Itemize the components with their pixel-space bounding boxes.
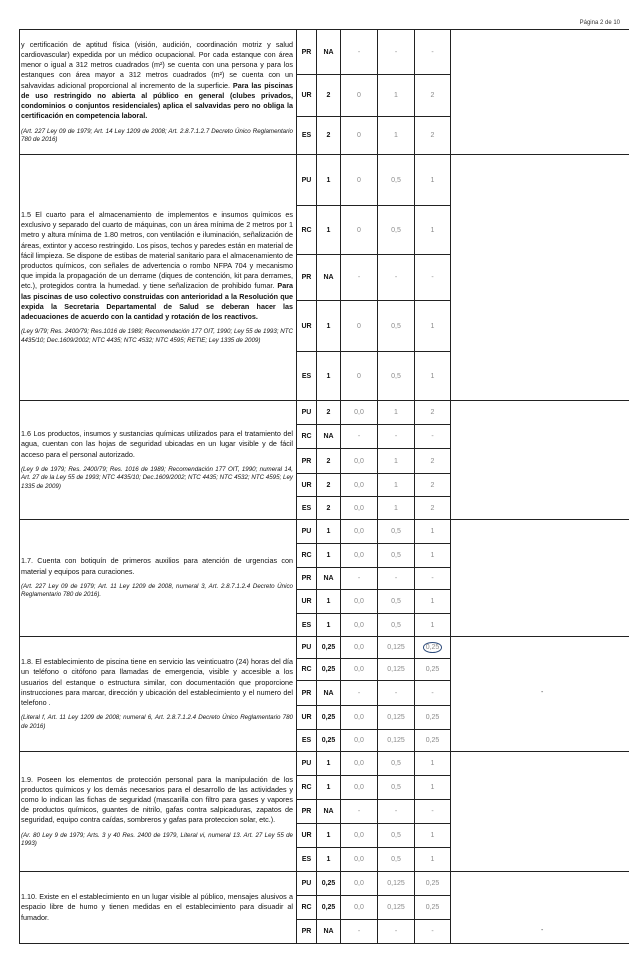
- score-text: 0: [357, 226, 361, 234]
- item-description: [20, 872, 297, 944]
- score-v1: [341, 752, 378, 776]
- category-code: UR: [297, 75, 317, 117]
- applicable-value: NA: [317, 800, 341, 824]
- score-v2: [378, 520, 415, 544]
- score-text: 0,0: [354, 714, 364, 721]
- score-text: 0,125: [387, 666, 405, 673]
- score-text: 0,0: [354, 666, 364, 673]
- score-v1: [341, 730, 378, 752]
- category-code: UR: [297, 301, 317, 352]
- applicable-value: 1: [317, 614, 341, 637]
- category-code: RC: [297, 425, 317, 449]
- observation-mark: -: [541, 688, 544, 696]
- score-text: 0,5: [391, 322, 401, 330]
- item-reference: (Ar. 80 Ley 9 de 1979; Arts. 3 y 40 Res. 2400 de 1979, Literal vi, numeral 13. Art. 27 Ley 55 de 1993): [21, 831, 293, 848]
- score-v3: [415, 117, 451, 155]
- score-v2: [378, 848, 415, 872]
- score-v3: [415, 681, 451, 706]
- applicable-value: NA: [317, 681, 341, 706]
- score-text: 1: [430, 552, 435, 559]
- item-main-text: 1.6 Los productos, insumos y sustancias químicas utilizados para el tratamiento del agua, cuentan con las hojas de seguridad ubicadas en un lugar visible y de fácil acceso para el personal autorizado.: [21, 429, 293, 459]
- score-text: 1: [394, 409, 398, 416]
- score-text: 1: [430, 528, 435, 535]
- score-v3: [415, 848, 451, 872]
- score-v1: [341, 637, 378, 659]
- category-code: ES: [297, 352, 317, 401]
- item-main-text: 1.9. Poseen los elementos de protección personal para la manipulación de los productos químicos y los demás necesarios para el desarrollo de las actividades y como lo indican las fichas de seguridad (mascarilla con filtro para gases y vapores de productos químicos, guantes de nitrilo, gafas contra salpicaduras, zapatos de seguridad, equipo contra caídas, sombreros y gafas para proteccion solar, etc.).: [21, 774, 293, 825]
- applicable-value: NA: [317, 920, 341, 944]
- score-text: -: [357, 274, 361, 281]
- score-v2: [378, 776, 415, 800]
- score-v2: [378, 824, 415, 848]
- applicable-value: 1: [317, 848, 341, 872]
- score-v3: [415, 449, 451, 474]
- score-text: 0,25: [425, 714, 440, 721]
- applicable-value: NA: [317, 425, 341, 449]
- score-text: 1: [430, 832, 435, 839]
- category-code: PR: [297, 681, 317, 706]
- applicable-value: 0,25: [317, 637, 341, 659]
- score-text: 0,125: [387, 880, 405, 887]
- score-v1: [341, 425, 378, 449]
- score-v3: [415, 776, 451, 800]
- score-text: 0,0: [354, 760, 364, 767]
- score-v3: [415, 752, 451, 776]
- observations-cell: [451, 30, 630, 155]
- score-text: 2: [430, 409, 435, 416]
- score-v1: [341, 848, 378, 872]
- score-v1: [341, 800, 378, 824]
- score-v2: [378, 800, 415, 824]
- score-v1: [341, 681, 378, 706]
- score-text: 1: [430, 598, 435, 605]
- score-v3: [415, 255, 451, 301]
- score-v2: [378, 206, 415, 255]
- category-code: PU: [297, 155, 317, 206]
- table-row: [20, 401, 630, 425]
- score-v2: [378, 301, 415, 352]
- table-row: [20, 637, 630, 659]
- item-description: [20, 155, 297, 401]
- score-text: 0: [357, 372, 361, 380]
- score-v2: [378, 920, 415, 944]
- applicable-value: 1: [317, 352, 341, 401]
- score-text: -: [394, 689, 398, 697]
- score-v3: [415, 474, 451, 497]
- item-text: [21, 429, 293, 460]
- observations-cell: [451, 401, 630, 520]
- score-v1: [341, 776, 378, 800]
- score-text: -: [431, 928, 434, 935]
- applicable-value: NA: [317, 568, 341, 590]
- item-text: [21, 775, 293, 826]
- applicable-value: 0,25: [317, 896, 341, 920]
- category-code: PR: [297, 568, 317, 590]
- score-text: -: [357, 575, 361, 582]
- score-text: 1: [394, 457, 398, 465]
- inspection-table: [19, 29, 629, 944]
- item-bold-note: Para las piscinas de uso restringido no abierta al público en general (clubes privados, condominios o conjuntos residenciales) aplica el salvavidas pero no obliga la certificación en competencia laboral.: [21, 80, 293, 121]
- table-row: [20, 520, 630, 544]
- category-code: PU: [297, 637, 317, 659]
- score-text: -: [357, 689, 361, 697]
- category-code: PR: [297, 920, 317, 944]
- score-text: -: [357, 48, 361, 56]
- category-code: RC: [297, 659, 317, 681]
- score-text: 1: [430, 856, 435, 863]
- applicable-value: 2: [317, 449, 341, 474]
- score-v3: [415, 568, 451, 590]
- score-v2: [378, 568, 415, 590]
- score-text: -: [431, 433, 434, 440]
- score-text: 0: [357, 176, 361, 184]
- score-text: -: [357, 433, 361, 440]
- score-text: 0,0: [354, 457, 364, 465]
- item-reference: (Literal f, Art. 11 Ley 1209 de 2008; numeral 6, Art. 2.8.7.1.2.4 Decreto Único Reglamentario 780 de 2016): [21, 714, 293, 730]
- category-code: ES: [297, 848, 317, 872]
- score-v3: [415, 75, 451, 117]
- item-description: [20, 30, 297, 155]
- score-text: 0,5: [391, 226, 401, 234]
- score-text: -: [431, 808, 434, 815]
- score-v1: [341, 255, 378, 301]
- score-v2: [378, 896, 415, 920]
- applicable-value: 2: [317, 75, 341, 117]
- score-v2: [378, 614, 415, 637]
- score-text: 1: [430, 621, 435, 629]
- score-text: 1: [394, 481, 398, 489]
- score-v1: [341, 206, 378, 255]
- score-v2: [378, 706, 415, 730]
- score-v1: [341, 301, 378, 352]
- score-v1: [341, 117, 378, 155]
- score-v2: [378, 872, 415, 896]
- score-v2: [378, 352, 415, 401]
- applicable-value: 1: [317, 206, 341, 255]
- score-text: 0,0: [354, 552, 364, 559]
- item-description: [20, 401, 297, 520]
- score-v3: [415, 30, 451, 75]
- score-text: 1: [430, 760, 435, 767]
- applicable-value: 1: [317, 776, 341, 800]
- category-code: PU: [297, 872, 317, 896]
- score-v3: [415, 872, 451, 896]
- category-code: RC: [297, 206, 317, 255]
- score-v2: [378, 637, 415, 659]
- score-v2: [378, 730, 415, 752]
- category-code: PR: [297, 30, 317, 75]
- score-text: 0,0: [354, 644, 364, 651]
- score-v3: [415, 637, 451, 659]
- score-v2: [378, 752, 415, 776]
- item-text: [21, 40, 293, 122]
- applicable-value: 2: [317, 497, 341, 520]
- score-text: 0,0: [354, 832, 364, 839]
- score-text: 0,0: [354, 856, 364, 863]
- score-v1: [341, 497, 378, 520]
- score-v2: [378, 117, 415, 155]
- score-text: 0,0: [354, 621, 364, 629]
- score-text: -: [394, 928, 398, 935]
- item-main-text: 1.10. Existe en el establecimiento en un lugar visible al público, mensajes alusivos a espacio libre de humo y tienen medidas en el establecimiento para disuadir al fumador.: [21, 892, 293, 922]
- score-text: 2: [430, 92, 435, 99]
- score-v3: [415, 401, 451, 425]
- score-v3: [415, 896, 451, 920]
- applicable-value: 1: [317, 824, 341, 848]
- table-row: [20, 752, 630, 776]
- score-text: 0,125: [387, 904, 405, 911]
- observations-cell: [451, 520, 630, 637]
- score-text: 0,5: [391, 856, 401, 863]
- category-code: ES: [297, 730, 317, 752]
- item-text: [21, 210, 293, 322]
- score-text: 1: [394, 504, 398, 512]
- inspection-table-container: [19, 29, 629, 976]
- score-v1: [341, 896, 378, 920]
- score-text: -: [431, 689, 434, 697]
- score-v1: [341, 30, 378, 75]
- score-v3: [415, 155, 451, 206]
- category-code: PR: [297, 255, 317, 301]
- category-code: UR: [297, 824, 317, 848]
- score-v3: [415, 800, 451, 824]
- score-text: -: [394, 274, 398, 281]
- score-text: 1: [430, 322, 435, 330]
- item-text: [21, 556, 293, 576]
- score-v1: [341, 474, 378, 497]
- item-reference: (Art. 227 Ley 09 de 1979; Art. 11 Ley 1209 de 2008, numeral 3, Art. 2.8.7.1.2.4 Decreto Único Reglamentario 780 de 2016).: [21, 582, 293, 599]
- applicable-value: 1: [317, 520, 341, 544]
- score-v3: [415, 301, 451, 352]
- applicable-value: 2: [317, 474, 341, 497]
- score-v1: [341, 659, 378, 681]
- score-text: 0,5: [391, 784, 401, 791]
- item-main-text: y certificación de aptitud física (visión, audición, coordinación motriz y salud cardiovascular) expedida por un médico ocupacional. Por cada estanque con área menor o igual a 312 metros cuadrados (m²) se cuenta con una persona y para los estanques con área mayor a 312 metros cuadrados (m²) se cuenta con un salvavidas adicional proporcional al incremento de la superficie.: [21, 39, 293, 90]
- item-reference: (Ley 9/79; Res. 2400/79; Res.1016 de 1989; Recomendación 177 OIT, 1990; Ley 55 de 1993; NTC 4435/10; Dec.1609/2002; NTC 4435; NTC 4532; NTC 4595; RETIE; Ley 1335 de 2009): [21, 328, 293, 344]
- score-text: 0,0: [354, 504, 364, 512]
- score-text: -: [394, 575, 398, 582]
- score-v2: [378, 449, 415, 474]
- score-text: 0,5: [391, 552, 401, 559]
- score-v2: [378, 497, 415, 520]
- score-text: 0,5: [391, 760, 401, 767]
- score-v1: [341, 449, 378, 474]
- applicable-value: 0,25: [317, 730, 341, 752]
- item-description: [20, 752, 297, 872]
- category-code: ES: [297, 497, 317, 520]
- score-text: -: [431, 48, 434, 56]
- item-main-text: 1.7. Cuenta con botiquín de primeros auxilios para atención de urgencias con material y equipos para curaciones.: [21, 556, 293, 576]
- score-text: -: [431, 274, 434, 281]
- score-text: 0,0: [354, 481, 364, 489]
- score-text: 1: [430, 372, 435, 380]
- score-text: 0: [357, 322, 361, 330]
- score-text: -: [394, 808, 398, 815]
- score-v3: [415, 544, 451, 568]
- applicable-value: 1: [317, 590, 341, 614]
- score-v3: [415, 824, 451, 848]
- score-v2: [378, 155, 415, 206]
- score-v1: [341, 920, 378, 944]
- score-v1: [341, 155, 378, 206]
- score-text: 0,5: [391, 598, 401, 605]
- circled-score: 0,25: [423, 642, 443, 653]
- score-v3: [415, 520, 451, 544]
- applicable-value: NA: [317, 30, 341, 75]
- item-text: [21, 657, 293, 708]
- score-text: -: [431, 575, 434, 582]
- score-text: 0,25: [425, 880, 440, 887]
- item-description: [20, 520, 297, 637]
- score-text: -: [394, 48, 398, 56]
- score-text: 0,0: [354, 528, 364, 535]
- score-v3: [415, 614, 451, 637]
- category-code: PU: [297, 752, 317, 776]
- score-text: 0,0: [354, 737, 364, 744]
- score-text: 0,25: [425, 666, 440, 673]
- score-v1: [341, 590, 378, 614]
- score-v2: [378, 681, 415, 706]
- applicable-value: 0,25: [317, 659, 341, 681]
- score-v2: [378, 425, 415, 449]
- score-text: 0,0: [354, 904, 364, 911]
- score-text: 0,5: [391, 372, 401, 380]
- score-text: 1: [430, 176, 435, 184]
- score-text: 2: [430, 504, 435, 512]
- score-v1: [341, 544, 378, 568]
- score-text: -: [394, 433, 398, 440]
- applicable-value: 1: [317, 544, 341, 568]
- applicable-value: 2: [317, 117, 341, 155]
- score-text: 0,0: [354, 880, 364, 887]
- score-text: 1: [430, 784, 435, 791]
- item-reference: (Art. 227 Ley 09 de 1979; Art. 14 Ley 1209 de 2008; Art. 2.8.7.1.2.7 Decreto Único Reglamentario 780 de 2016): [21, 127, 293, 143]
- category-code: PR: [297, 800, 317, 824]
- score-v1: [341, 568, 378, 590]
- score-v3: [415, 352, 451, 401]
- score-text: -: [357, 928, 361, 935]
- score-text: 0: [357, 92, 361, 99]
- score-text: 0,125: [387, 644, 405, 651]
- score-text: -: [357, 808, 361, 815]
- category-code: UR: [297, 706, 317, 730]
- score-v1: [341, 352, 378, 401]
- score-v2: [378, 401, 415, 425]
- item-main-text: 1.8. El establecimiento de piscina tiene en servicio las veinticuatro (24) horas del día un teléfono o citófono para llamadas de emergencia, visible y accesible a los usuarios del estanque o estructura similar, con documentación que proporcione instrucciones para marcar, dirección y ubicación del establecimiento y el numero del telefono .: [21, 657, 293, 707]
- applicable-value: 1: [317, 752, 341, 776]
- category-code: PU: [297, 520, 317, 544]
- score-v3: [415, 206, 451, 255]
- item-description: [20, 637, 297, 752]
- applicable-value: 1: [317, 301, 341, 352]
- table-row: [20, 30, 630, 75]
- observations-cell: [451, 872, 630, 944]
- category-code: ES: [297, 614, 317, 637]
- category-code: PR: [297, 449, 317, 474]
- page-number: Página 2 de 10: [579, 20, 620, 26]
- applicable-value: 0,25: [317, 706, 341, 730]
- score-text: 0,25: [425, 904, 440, 911]
- score-v3: [415, 497, 451, 520]
- score-v3: [415, 920, 451, 944]
- score-v2: [378, 659, 415, 681]
- score-v1: [341, 872, 378, 896]
- score-v3: [415, 659, 451, 681]
- score-v3: [415, 590, 451, 614]
- observation-mark: -: [541, 927, 544, 934]
- category-code: RC: [297, 896, 317, 920]
- score-v3: [415, 730, 451, 752]
- score-v3: [415, 706, 451, 730]
- score-text: 0,5: [391, 528, 401, 535]
- score-text: 1: [394, 92, 398, 99]
- category-code: PU: [297, 401, 317, 425]
- score-text: 0,0: [354, 784, 364, 791]
- score-text: 1: [430, 226, 435, 234]
- score-text: 1: [394, 132, 398, 139]
- score-text: 2: [430, 132, 435, 139]
- score-text: 0,0: [354, 598, 364, 605]
- score-v1: [341, 75, 378, 117]
- item-main-text: 1.5 El cuarto para el almacenamiento de implementos e insumos químicos es exclusivo y separado del cuarto de máquinas, con un área mínima de 2 metros por 1 metro y altura mínima de 1.80 metros, con ventilación e iluminación, señalización de áreas, extintor y acceso restringido. Los pisos, techos y paredes están en material de fácil limpieza. Se dispone de estibas de material sanitario para el almacenamiento de productos químicos, con señales de advertencia o rombo NFPA 704 y mecanismo que impida la propagación de un derrame (diques de contención, kit para derrames, etc.), protegidos contra la humedad. y tiene señalizacion de prohibido fumar.: [21, 209, 293, 291]
- score-v1: [341, 401, 378, 425]
- score-v2: [378, 590, 415, 614]
- score-text: 0,125: [387, 737, 405, 744]
- score-v1: [341, 520, 378, 544]
- score-text: 0,5: [391, 176, 401, 184]
- score-text: 2: [430, 481, 435, 489]
- score-text: 2: [430, 457, 435, 465]
- score-text: 0,25: [425, 737, 440, 744]
- score-text: 0,125: [387, 714, 405, 721]
- score-v3: [415, 425, 451, 449]
- observations-cell: [451, 155, 630, 401]
- category-code: ES: [297, 117, 317, 155]
- applicable-value: 2: [317, 401, 341, 425]
- score-text: 0: [357, 132, 361, 139]
- item-text: [21, 892, 293, 923]
- applicable-value: NA: [317, 255, 341, 301]
- score-v2: [378, 544, 415, 568]
- applicable-value: 0,25: [317, 872, 341, 896]
- score-text: 0,5: [391, 832, 401, 839]
- category-code: RC: [297, 544, 317, 568]
- item-reference: (Ley 9 de 1979; Res. 2400/79; Res. 1016 de 1989; Recomendación 177 OIT, 1990; numeral 14, Art. 27 de la Ley 55 de 1993; NTC 4435/10; Dec.1609/2002; NTC 4435; NTC 4532; NTC 4595; Ley 1335 de 2009): [21, 465, 293, 490]
- score-text: 0,0: [354, 409, 364, 416]
- item-bold-note: Para las piscinas de uso colectivo construidas con anterioridad a la Resolución que expida la Secretaria Departamental de Salud se deberan hacer las adecuaciones de acuerdo con la cantidad y rotación de los reactivos.: [21, 281, 294, 322]
- score-v2: [378, 30, 415, 75]
- score-v1: [341, 614, 378, 637]
- category-code: UR: [297, 474, 317, 497]
- score-text: 0,5: [391, 621, 401, 629]
- applicable-value: 1: [317, 155, 341, 206]
- observations-cell: [451, 752, 630, 872]
- category-code: UR: [297, 590, 317, 614]
- table-row: [20, 155, 630, 206]
- table-row: [20, 872, 630, 896]
- observations-cell: [451, 637, 630, 752]
- score-v2: [378, 255, 415, 301]
- score-v1: [341, 824, 378, 848]
- score-v2: [378, 75, 415, 117]
- category-code: RC: [297, 776, 317, 800]
- score-v1: [341, 706, 378, 730]
- score-v2: [378, 474, 415, 497]
